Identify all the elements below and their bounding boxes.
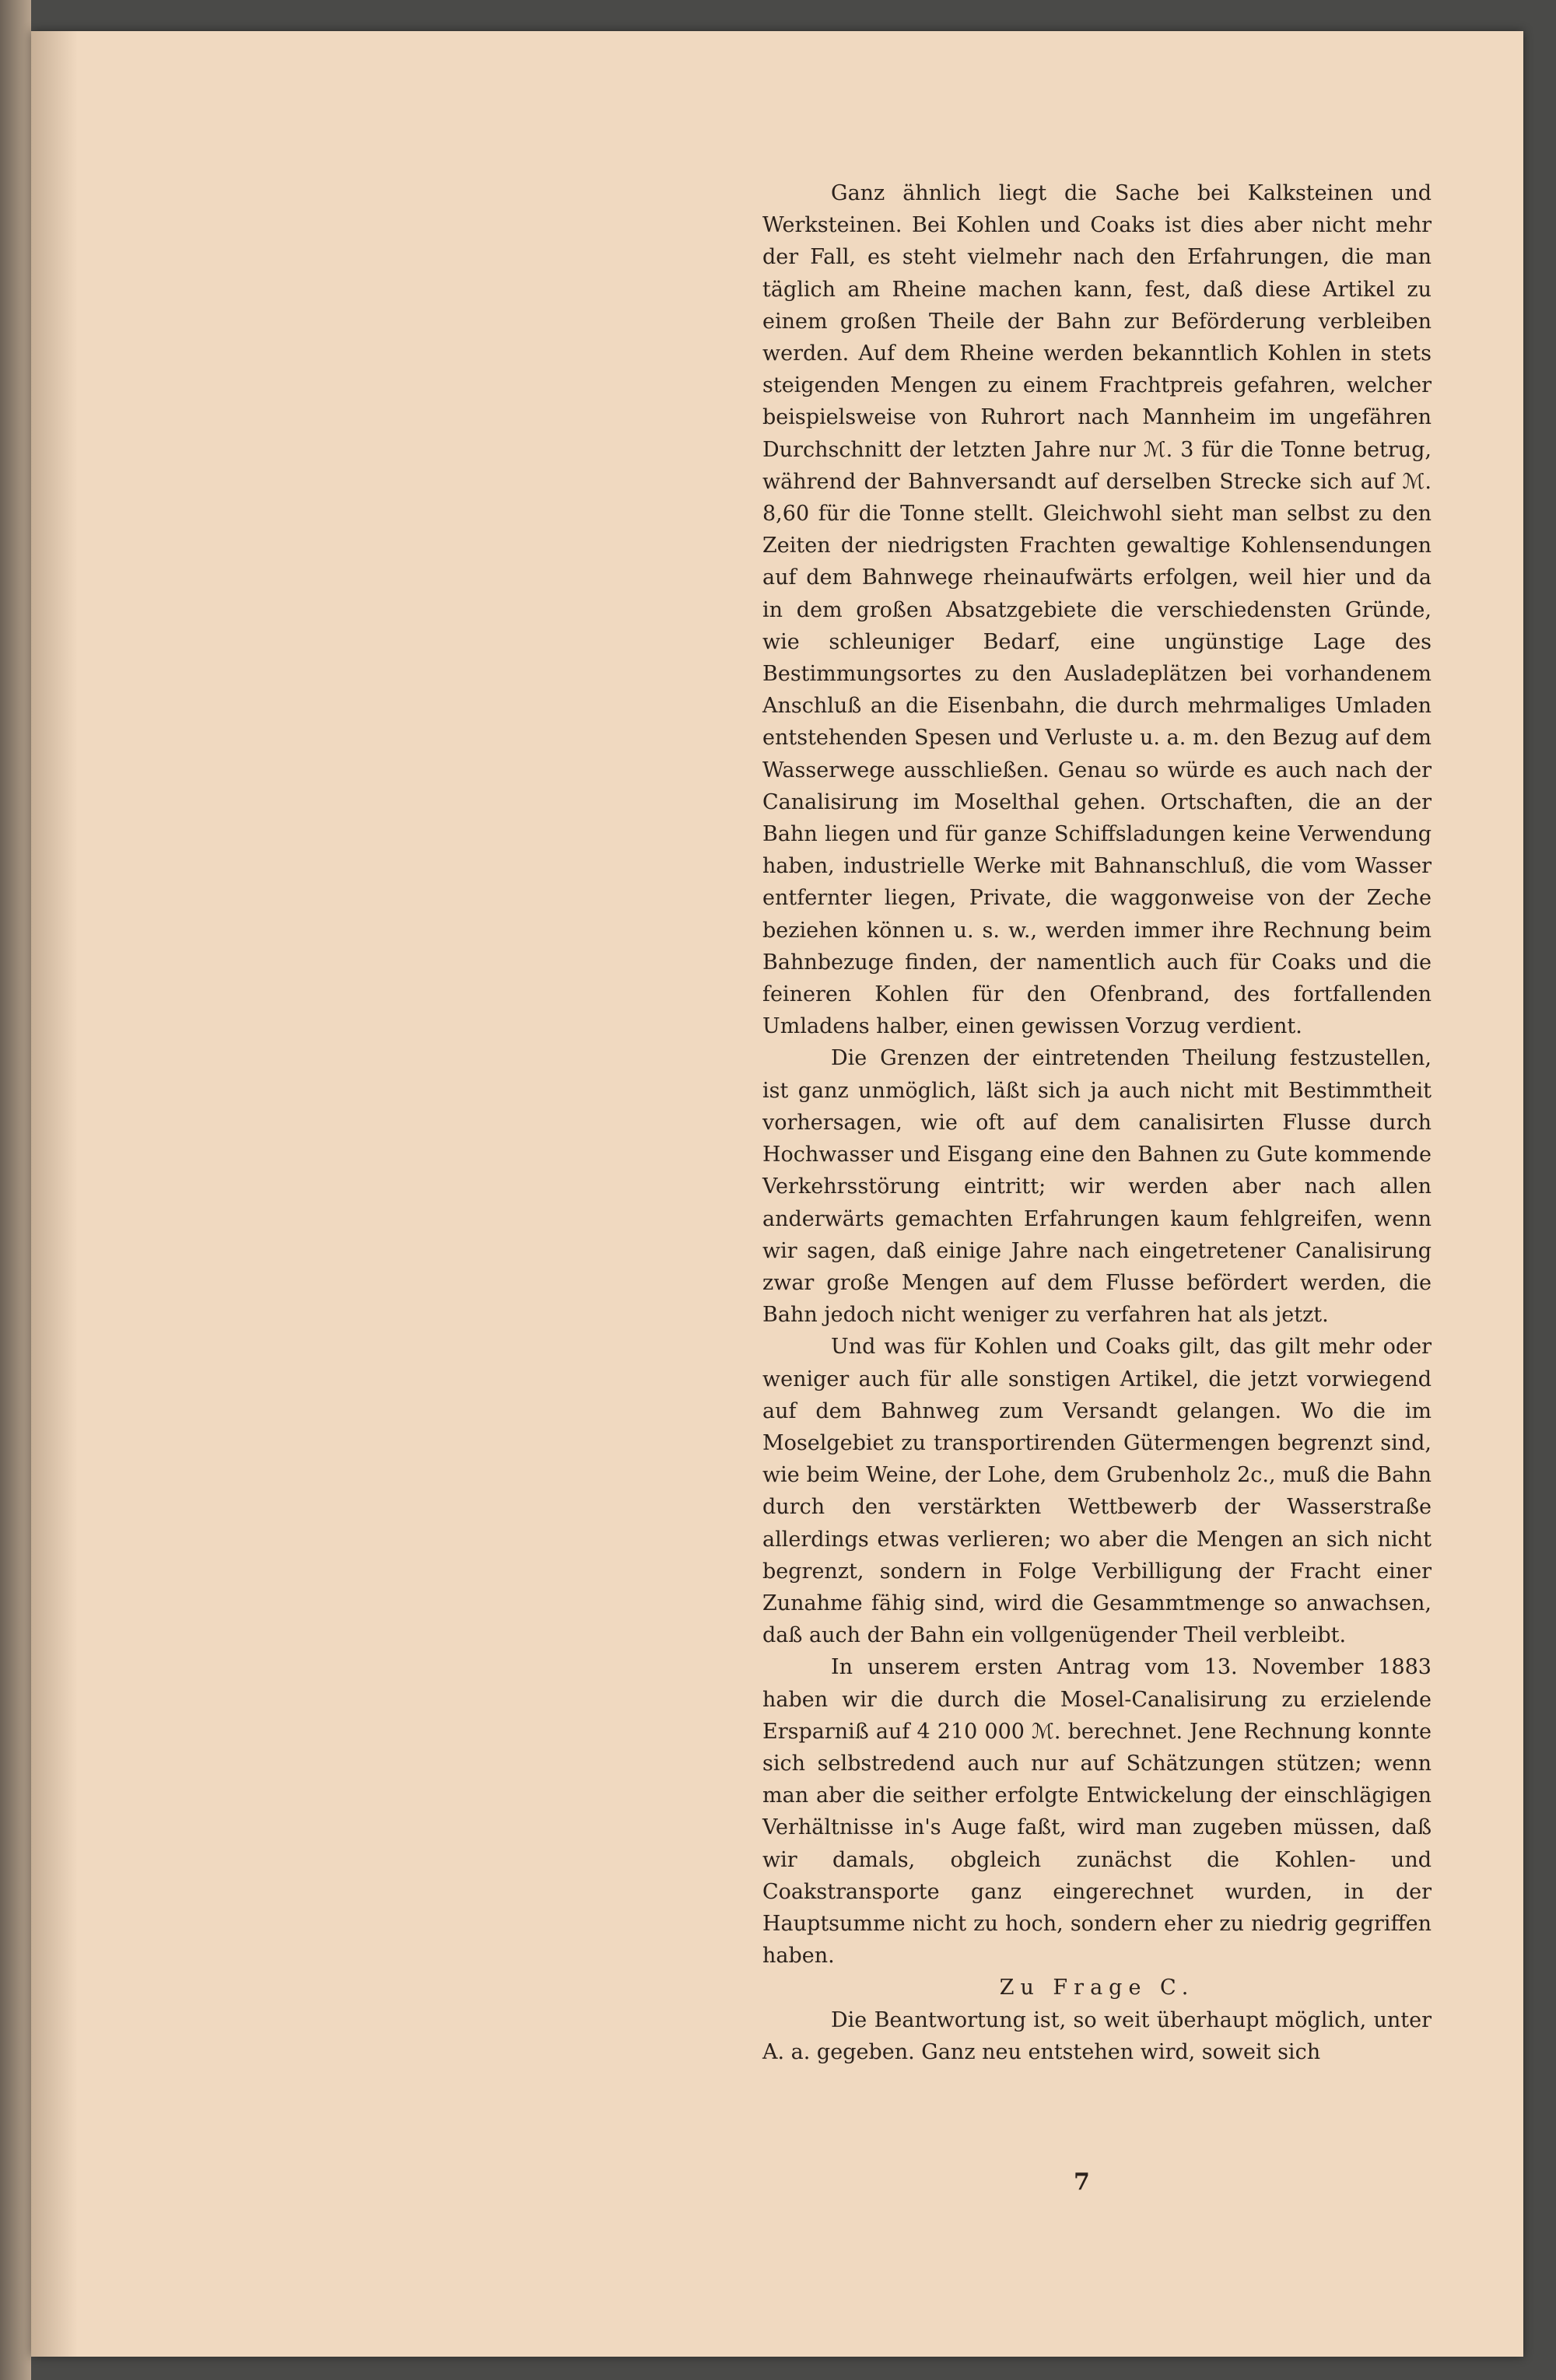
page-fold-shadow (31, 31, 78, 2357)
section-heading-frage-c: Zu Frage C. (999, 1976, 1195, 2000)
page-number: 7 (1074, 2168, 1090, 2196)
paragraph-erster-antrag: In unserem ersten Antrag vom 13. November 1883 haben wir die durch die Mosel-Canalisirung zu erzielende Ersparniß auf 4 210 000 ℳ. berechnet. Jene Rechnung konnte sich selbstredend auch nur auf Schätzungen stützen; wenn man aber die seither erfolgte Entwickelung der einschlägigen Verhältnisse in's Auge faßt, wird man zugeben müssen, daß wir damals, obgleich zunächst die Kohlen- und Coakstransporte ganz eingerechnet wurden, in der Hauptsumme nicht zu hoch, sondern eher zu niedrig gegriffen haben. (762, 1655, 1432, 1969)
paragraph-kohlen-coaks: Ganz ähnlich liegt die Sache bei Kalksteinen und Werksteinen. Bei Kohlen und Coaks ist dies aber nicht mehr der Fall, es steht vielmehr nach den Erfahrungen, die man täglich am Rheine machen kann, fest, daß diese Artikel zu einem großen Theile der Bahn zur Beförderung verbleiben werden. Auf dem Rheine werden bekanntlich Kohlen in stets steigenden Mengen zu einem Frachtpreis gefahren, welcher beispielsweise von Ruhrort nach Mannheim im ungefähren Durchschnitt der letzten Jahre nur ℳ. 3 für die Tonne betrug, während der Bahnversandt auf derselben Strecke sich auf ℳ. 8,60 für die Tonne stellt. Gleichwohl sieht man selbst zu den Zeiten der niedrigsten Frachten gewaltige Kohlensendungen auf dem Bahnwege rheinaufwärts erfolgen, weil hier und da in dem großen Absatzgebiete die verschiedensten Gründe, wie schleuniger Bedarf, eine ungünstige Lage des Bestimmungsortes zu den Ausladeplätzen bei vorhandenem Anschluß an die Eisenbahn, die durch mehrmaliges Umladen entstehenden Spesen und Verluste u. a. m. den Bezug auf dem Wasserwege ausschließen. Genau so würde es auch nach der Canalisirung im Moselthal gehen. Ortschaften, die an der Bahn liegen und für ganze Schiffsladungen keine Verwendung haben, industrielle Werke mit Bahnanschluß, die vom Wasser entfernter liegen, Private, die waggonweise von der Zeche beziehen können u. s. w., werden immer ihre Rechnung beim Bahnbezuge finden, der namentlich auch für Coaks und die feineren Kohlen für den Ofenbrand, des fortfallenden Umladens halber, einen gewissen Vorzug verdient. (762, 181, 1432, 1039)
paragraph-sonstige-artikel: Und was für Kohlen und Coaks gilt, das gilt mehr oder weniger auch für alle sonstigen Artikel, die jetzt vorwiegend auf dem Bahnweg zum Versandt gelangen. Wo die im Moselgebiet zu transportirenden Gütermengen begrenzt sind, wie beim Weine, der Lohe, dem Grubenholz 2c., muß die Bahn durch den verstärkten Wettbewerb der Wasserstraße allerdings etwas verlieren; wo aber die Mengen an sich nicht begrenzt, sondern in Folge Verbilligung der Fracht einer Zunahme fähig sind, wird die Gesammtmenge so anwachsen, daß auch der Bahn ein vollgenügender Theil verbleibt. (762, 1335, 1432, 1648)
paragraph-beantwortung: Die Beantwortung ist, so weit überhaupt möglich, unter A. a. gegeben. Ganz neu entstehen wird, soweit sich (762, 2007, 1432, 2064)
scan-backdrop-edge (0, 0, 31, 2380)
text-column (762, 177, 1432, 2068)
paragraph-grenzen-theilung: Die Grenzen der eintretenden Theilung festzustellen, ist ganz unmöglich, läßt sich ja auch nicht mit Bestimmtheit vorhersagen, wie oft auf dem canalisirten Flusse durch Hochwasser und Eisgang eine den Bahnen zu Gute kommende Verkehrsstörung eintritt; wir werden aber nach allen anderwärts gemachten Erfahrungen kaum fehlgreifen, wenn wir sagen, daß einige Jahre nach eingetretener Canalisirung zwar große Mengen auf dem Flusse befördert werden, die Bahn jedoch nicht weniger zu verfahren hat als jetzt. (762, 1046, 1432, 1328)
